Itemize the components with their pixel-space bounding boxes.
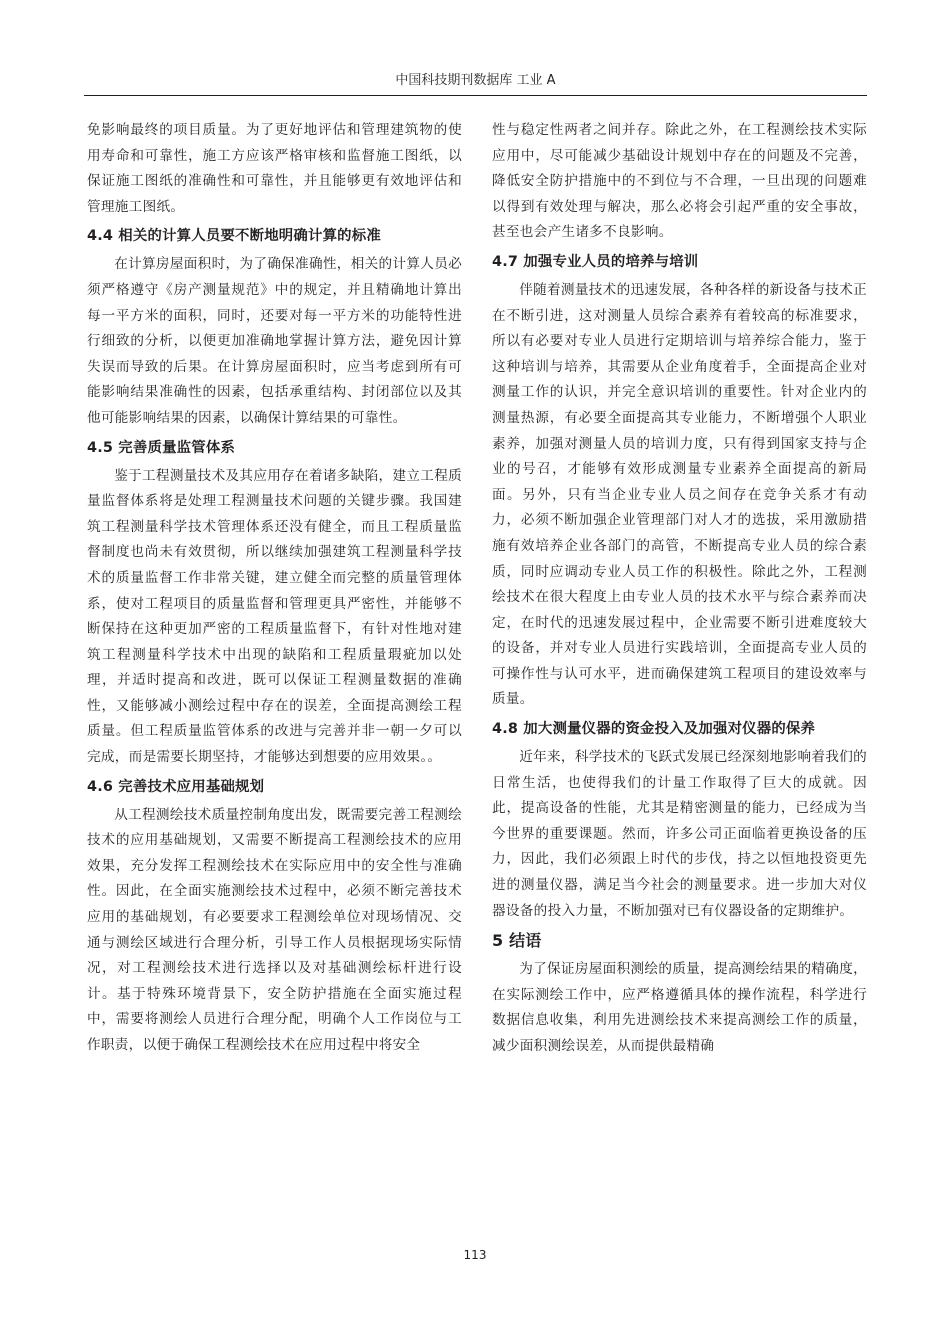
left-column bbox=[87, 118, 462, 1059]
section-heading-5: 5 结语 bbox=[492, 931, 542, 951]
paragraph-4-7: 伴随着测量技术的迅速发展，各种各样的新设备与技术正在不断引进，这对测量人员综合素养有着较高的标准要求，所以有必要对专业人员进行定期培训与培养综合能力，鉴于这种培训与培养，其需要从企业角度着手，全面提高企业对测量工作的认识，并完全意识培训的重要性。针对企业内的测量热源，有必要全面提高其专业能力，不断增强个人职业素养，加强对测量人员的培训力度，只有得到国家支持与企业的号召，才能够有效形成测量专业素养全面提高的新局面。另外，只有当企业专业人员之间存在竞争关系才有动力，必须不断加强企业管理部门对人才的选拔，采用激励措施有效培养企业各部门的高管，不断提高专业人员的综合素质，同时应调动专业人员工作的积极性。除此之外，工程测绘技术在很大程度上由专业人员的技术水平与综合素养而决定，在时代的迅速发展过程中，企业需要不断引进难度较大的设备，并对专业人员进行实践培训，全面提高专业人员的可操作性与认可水平，进而确保建筑工程项目的建设效率与质量。 bbox=[492, 281, 867, 708]
paragraph-4-4: 在计算房屋面积时，为了确保准确性，相关的计算人员必须严格遵守《房产测量规范》中的规定，并且精确地计算出每一平方米的面积，同时，还要对每一平方米的功能特性进行细致的分析，以便更加准确地掌握计算方法，避免因计算失误而导致的后果。在计算房屋面积时，应当考虑到所有可能影响结果准确性的因素，包括承重结构、封闭部位以及其他可能影响结果的因素，以确保计算结果的可靠性。 bbox=[87, 256, 462, 426]
journal-header: 中国科技期刊数据库 工业 A bbox=[395, 73, 556, 88]
section-heading-4-7: 4.7 加强专业人员的培养与培训 bbox=[492, 253, 699, 270]
paragraph-4-8: 近年来，科学技术的飞跃式发展已经深刻地影响着我们的日常生活，也使得我们的计量工作取得了巨大的成就。因此，提高设备的性能，尤其是精密测量的能力，已经成为当今世界的重要课题。然而，许多公司正面临着更换设备的压力，因此，我们必须跟上时代的步伐，持之以恒地投资更先进的测量仪器，满足当今社会的测量要求。进一步加大对仪器设备的投入力量，不断加强对已有仪器设备的定期维护。 bbox=[492, 749, 867, 919]
section-heading-4-6: 4.6 完善技术应用基础规划 bbox=[87, 778, 265, 795]
paragraph-4-6: 从工程测绘技术质量控制角度出发，既需要完善工程测绘技术的应用基础规划，又需要不断提高工程测绘技术的应用效果，充分发挥工程测绘技术在实际应用中的安全性与准确性。因此，在全面实施测绘技术过程中，必须不断完善技术应用的基础规划，有必要要求工程测绘单位对现场情况、交通与测绘区域进行合理分析，引导工作人员根据现场实际情况，对工程测绘技术进行选择以及对基础测绘标杆进行设计。基于特殊环境背景下，安全防护措施在全面实施过程中，需要将测绘人员进行合理分配，明确个人工作岗位与工作职责，以便于确保工程测绘技术在应用过程中将安全 bbox=[87, 806, 462, 1053]
page-number: 113 bbox=[463, 1248, 487, 1262]
section-heading-4-4: 4.4 相关的计算人员要不断地明确计算的标准 bbox=[87, 228, 381, 245]
paragraph-5: 为了保证房屋面积测绘的质量，提高测绘结果的精确度，在实际测绘工作中，应严格遵循具体的操作流程，科学进行数据信息收集，利用先进测绘技术来提高测绘工作的质量，减少面积测绘误差，从而提供最精确 bbox=[492, 961, 867, 1054]
section-heading-4-8: 4.8 加大测量仪器的资金投入及加强对仪器的保养 bbox=[492, 721, 816, 738]
right-column bbox=[492, 118, 867, 1060]
section-heading-4-5: 4.5 完善质量监管体系 bbox=[87, 439, 236, 456]
paragraph-continuation-right: 性与稳定性两者之间并存。除此之外，在工程测绘技术实际应用中，尽可能减少基础设计规划中存在的问题及不完善，降低安全防护措施中的不到位与不合理，一旦出现的问题难以得到有效处理与解决，那么必将会引起严重的安全事故，甚至也会产生诸多不良影响。 bbox=[492, 122, 867, 241]
header-divider bbox=[84, 95, 867, 96]
paragraph-4-5: 鉴于工程测量技术及其应用存在着诸多缺陷，建立工程质量监督体系将是处理工程测量技术问题的关键步骤。我国建筑工程测量科学技术管理体系还没有健全，而且工程质量监督制度也尚未有效贯彻，所以继续加强建筑工程测量科学技术的质量监督工作非常关键，建立健全而完整的质量管理体系，使对工程项目的质量监督和管理更具严密性，并能够不断保持在这种更加严密的工程质量监督下，有针对性地对建筑工程测量科学技术中出现的缺陷和工程质量瑕疵加以处理，并适时提高和改进，既可以保证工程测量数据的准确性，又能够减小测绘过程中存在的误差，全面提高测绘工程质量。但工程质量监管体系的改进与完善并非一朝一夕可以完成，而是需要长期坚持，才能够达到想要的应用效果。。 bbox=[87, 467, 462, 766]
paragraph-continuation: 免影响最终的项目质量。为了更好地评估和管理建筑物的使用寿命和可靠性，施工方应该严格审核和监督施工图纸，以保证施工图纸的准确性和可靠性，并且能够更有效地评估和管理施工图纸。 bbox=[87, 122, 462, 215]
